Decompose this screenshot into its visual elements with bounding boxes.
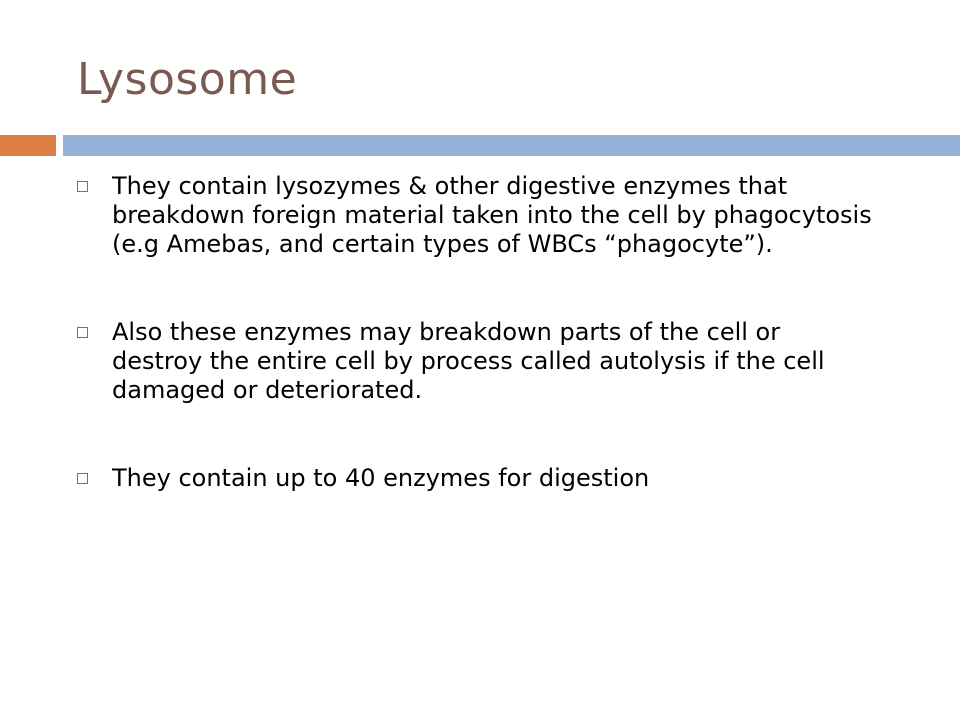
square-bullet-icon (77, 181, 88, 192)
bullet-text: Also these enzymes may breakdown parts of the cell or destroy the entire cell by process called autolysis if the cell damaged or deteriorated. (112, 318, 825, 404)
bullet-item-3 (77, 464, 877, 493)
square-bullet-icon (77, 327, 88, 338)
accent-bar-orange (0, 135, 56, 156)
bullet-text: They contain up to 40 enzymes for digestion (112, 464, 650, 492)
bullet-list (77, 172, 877, 493)
bullet-item-1 (77, 172, 877, 259)
slide-title: Lysosome (77, 54, 298, 105)
bullet-item-2 (77, 318, 877, 405)
square-bullet-icon (77, 473, 88, 484)
accent-bar-blue (63, 135, 960, 156)
bullet-text: They contain lysozymes & other digestive enzymes that breakdown foreign material taken into the cell by phagocytosis (e.g Amebas, and certain types of WBCs “phagocyte”). (112, 172, 872, 258)
